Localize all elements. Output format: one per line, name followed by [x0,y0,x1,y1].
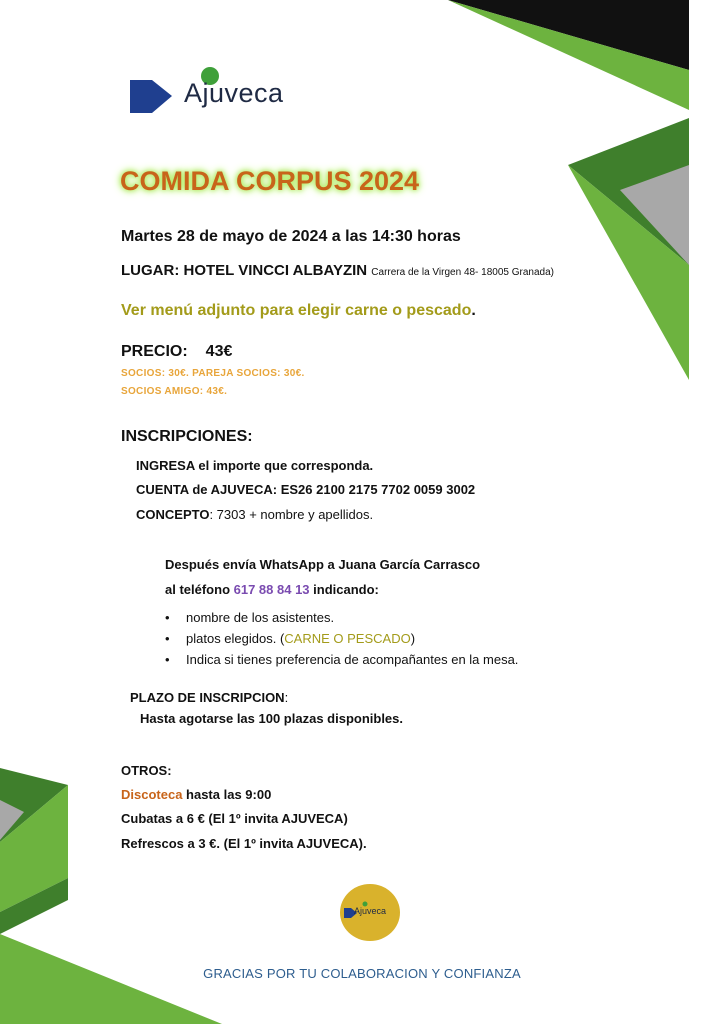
logo-text: Ajuveca [184,78,284,108]
plazo-label: PLAZO DE INSCRIPCION [130,690,285,705]
event-place [121,262,554,279]
item-highlight: CARNE O PESCADO [284,631,411,646]
menu-note-text: Ver menú adjunto para elegir carne o pescado [121,302,472,319]
whatsapp-line: Después envía WhatsApp a Juana García Carrasco [165,557,481,572]
whatsapp-phone-line [165,582,379,597]
item-text: platos elegidos. ( [186,631,285,646]
list-item [165,628,518,649]
logo-emblem-icon [128,64,178,114]
ajuveca-logo [128,64,298,124]
menu-note-dot: . [471,302,476,319]
place-address: Carrera de la Virgen 48- 18005 Granada) [371,267,555,278]
bank-account-line: CUENTA de AJUVECA: ES26 2100 2175 7702 0059 3002 [136,482,476,497]
socios-price: SOCIOS: 30€. PAREJA SOCIOS: 30€. [121,368,305,379]
list-item: • Indica si tienes preferencia de acompañantes en la mesa. [165,649,518,670]
concepto-line [136,507,373,522]
cubatas-line: Cubatas a 6 € (El 1º invita AJUVECA) [121,811,348,826]
ajuveca-badge [340,884,400,941]
phone-prefix: al teléfono [165,582,234,597]
discoteca-rest: hasta las 9:00 [182,787,272,802]
badge-text: Ajuveca [354,906,387,916]
list-item: • nombre de los asistentes. [165,607,518,628]
price-label: PRECIO: [121,343,188,360]
otros-heading: OTROS: [121,763,172,778]
plazo-value: Hasta agotarse las 100 plazas disponibles. [140,711,404,726]
socios-amigo-price: SOCIOS AMIGO: 43€. [121,386,228,397]
plazo-heading [130,690,288,705]
item-text: ) [410,631,416,646]
inscripciones-heading: INSCRIPCIONES: [121,428,253,445]
phone-number: 617 88 84 13 [233,582,310,597]
event-date: Martes 28 de mayo de 2024 a las 14:30 horas [121,228,461,245]
discoteca-line [121,787,271,802]
phone-suffix: indicando: [309,582,379,597]
concepto-value: : 7303 + nombre y apellidos. [209,507,374,522]
menu-note [121,302,476,320]
concepto-label: CONCEPTO [136,507,210,522]
page-title: COMIDA CORPUS 2024 [120,166,420,196]
plazo-colon: : [284,690,289,705]
footer-thanks: GRACIAS POR TU COLABORACION Y CONFIANZA [203,966,521,981]
requirements-list [165,607,518,670]
discoteca-word: Discoteca [121,787,183,802]
price-amount: 43€ [205,343,233,360]
price-line [121,343,232,361]
place-label: LUGAR: HOTEL VINCCI ALBAYZIN [121,262,368,279]
ingresa-line: INGRESA el importe que corresponda. [136,458,374,473]
refrescos-line: Refrescos a 3 €. (El 1º invita AJUVECA). [121,836,367,851]
